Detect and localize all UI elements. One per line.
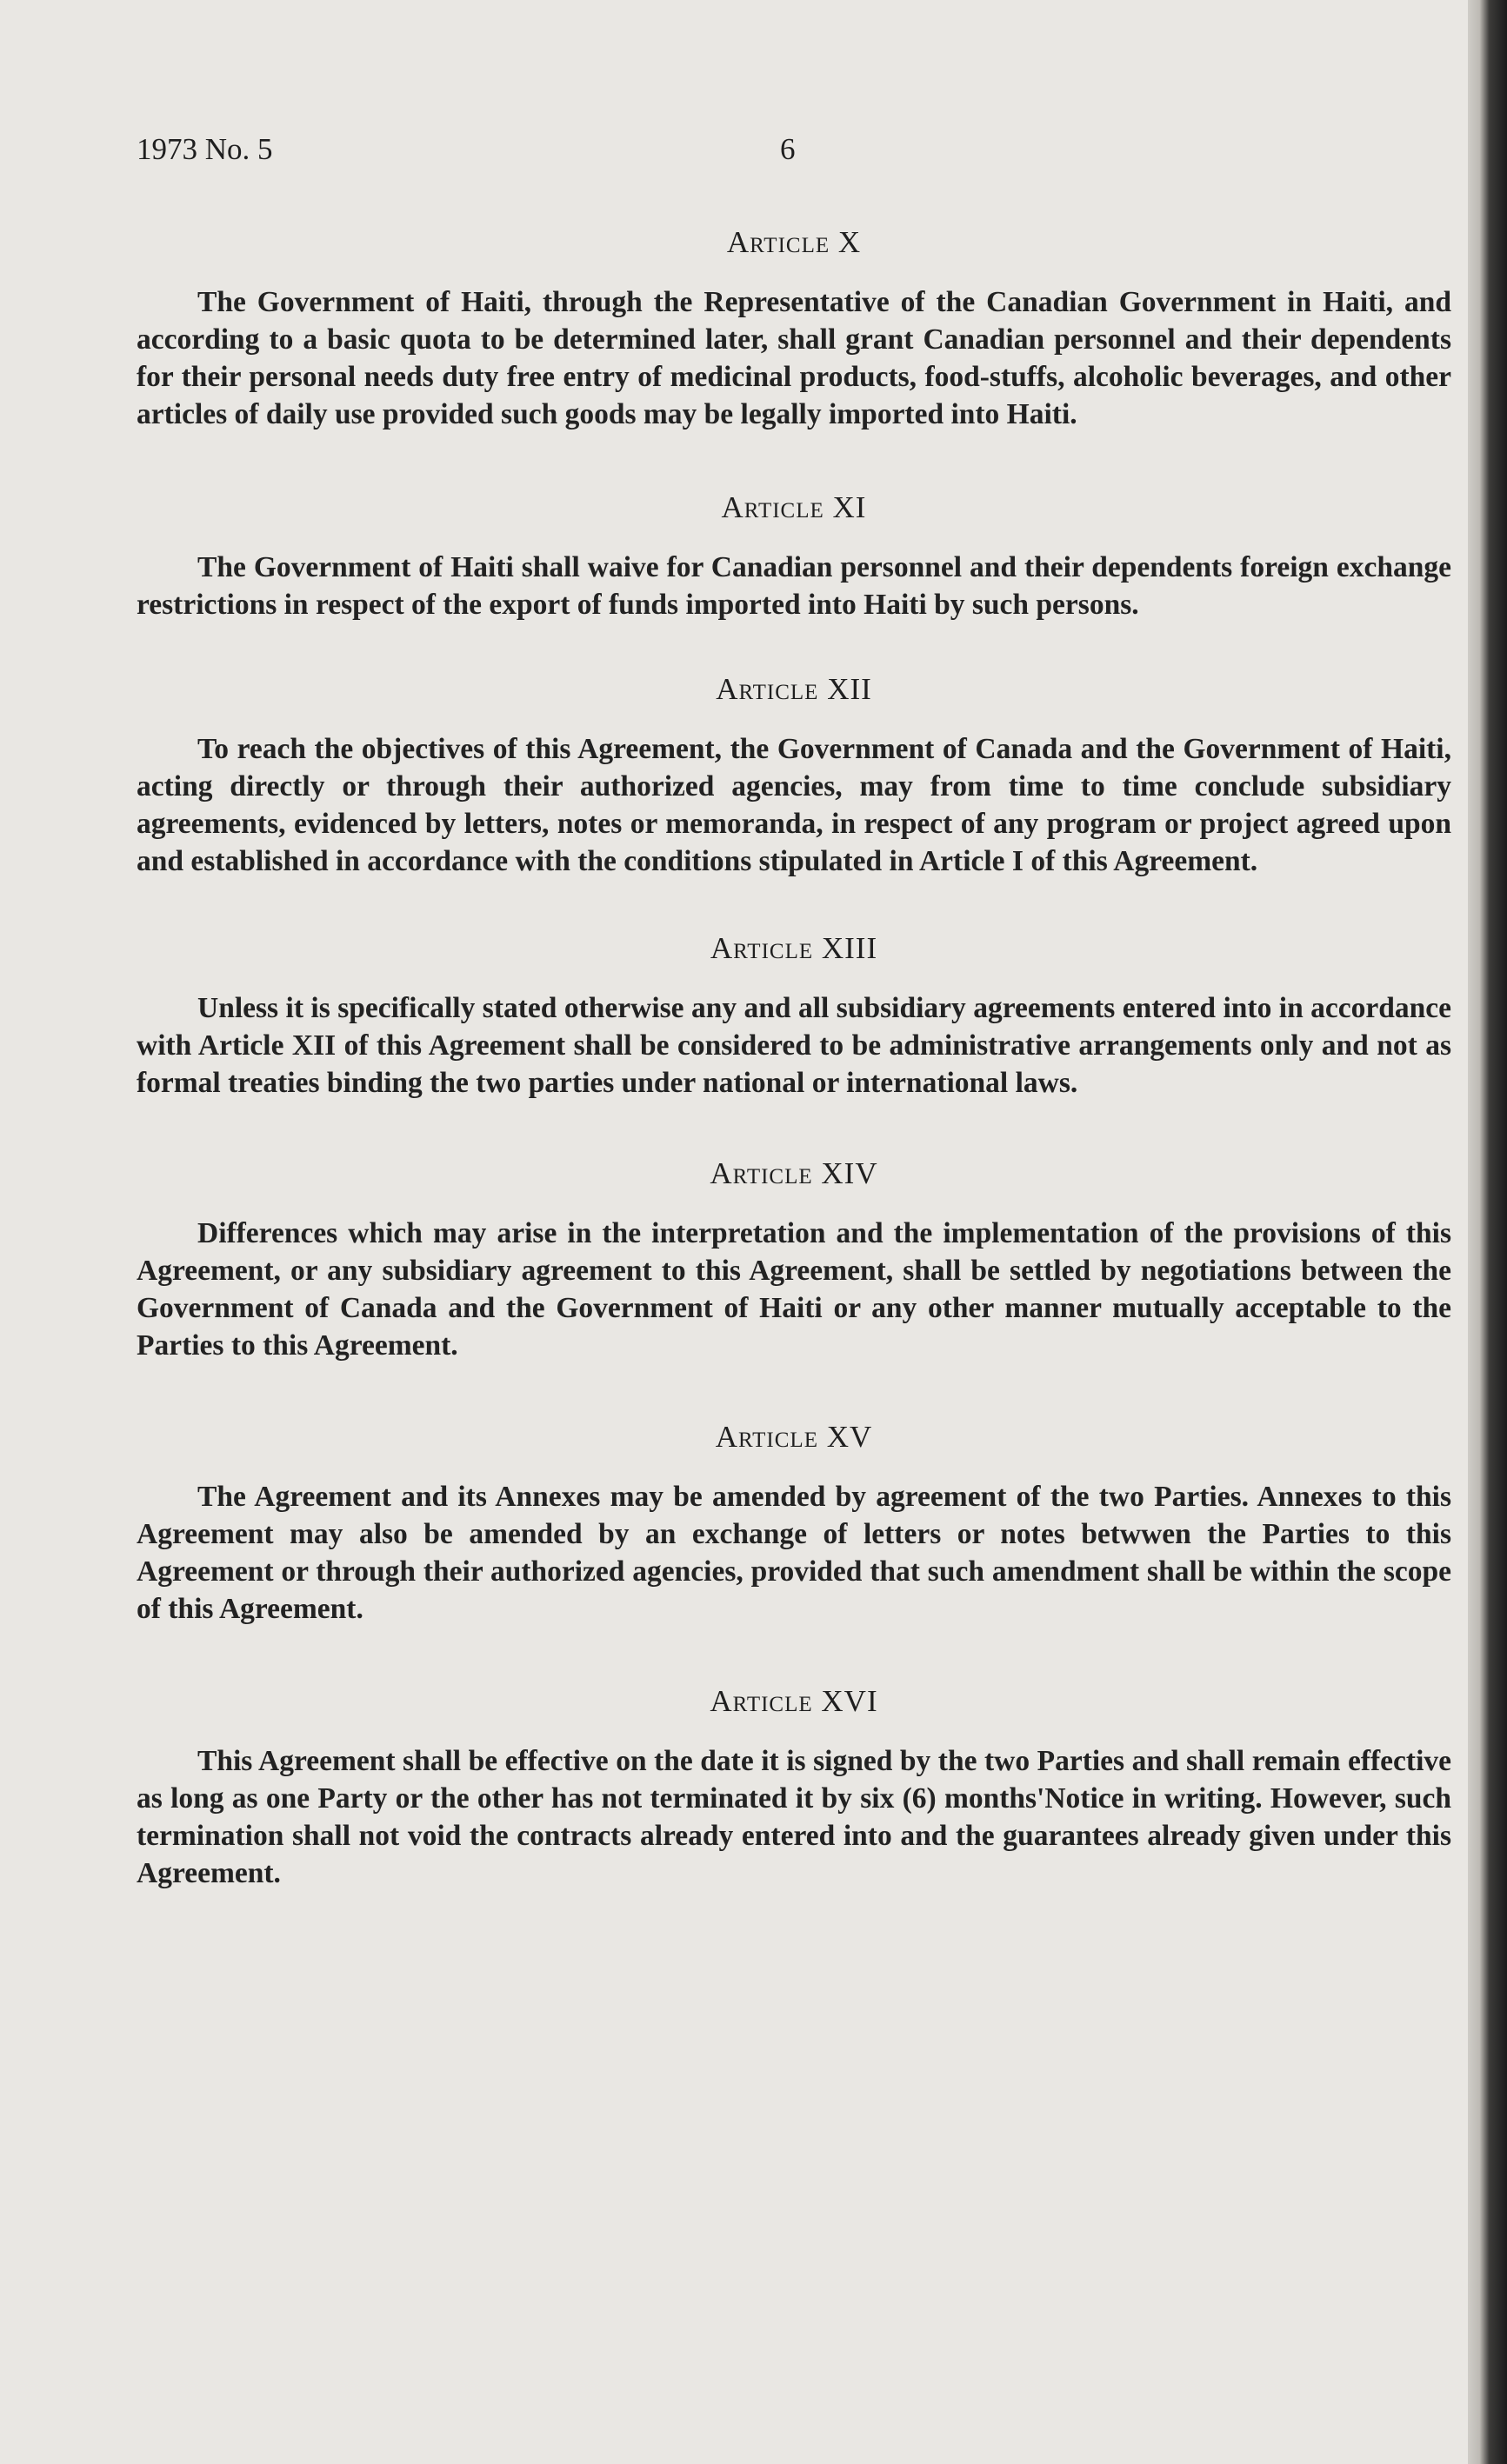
document-body (137, 224, 1451, 1892)
page-edge-shadow (1468, 0, 1507, 2464)
article-title: Article X (726, 225, 862, 259)
page-number: 6 (780, 132, 796, 166)
article-xi (137, 489, 1451, 623)
article-text: Differences which may arise in the interpretation and the implementation of the provisions of this Agreement, or any subsidiary agreement to this Agreement, shall be settled by negotiations between the Government of Canada and the Government of Haiti or any other manner mutually acceptable to the Parties to this Agreement. (137, 1217, 1451, 1362)
article-xiii (137, 930, 1451, 1102)
article-title: Article XI (721, 490, 867, 524)
article-text: To reach the objectives of this Agreement, the Government of Canada and the Government of Haiti, acting directly or through their authorized agencies, may from time to time conclude subsidiary agreements, evidenced by letters, notes or memoranda, in respect of any program or project agreed upon and established in accordance with the conditions stipulated in Article I of this Agreement. (137, 733, 1451, 877)
article-xii (137, 671, 1451, 880)
article-text: The Agreement and its Annexes may be amended by agreement of the two Parties. Annexes to this Agreement may also be amended by an exchange of letters or notes betwwen the Parties to this Agreement or through their authorized agencies, provided that such amendment shall be within the scope of this Agreement. (137, 1481, 1451, 1625)
article-text: This Agreement shall be effective on the date it is signed by the two Parties and shall remain effective as long as one Party or the other has not terminated it by six (6) months'Notice in writing. However, such termination shall not void the contracts already entered into and the guarantees already given under this Agreement. (137, 1745, 1451, 1889)
article-xvi (137, 1683, 1451, 1892)
article-text: The Government of Haiti shall waive for Canadian personnel and their dependents foreign exchange restrictions in respect of the export of funds imported into Haiti by such persons. (137, 551, 1451, 621)
article-title: Article XIII (710, 931, 878, 965)
article-x (137, 224, 1451, 433)
article-xiv (137, 1155, 1451, 1364)
article-title: Article XV (715, 1420, 873, 1454)
article-title: Article XIV (710, 1156, 878, 1190)
article-title: Article XVI (710, 1684, 878, 1718)
article-xv (137, 1419, 1451, 1628)
article-text: Unless it is specifically stated otherwise any and all subsidiary agreements entered into in accordance with Article XII of this Agreement shall be considered to be administrative arrangements only and not as formal treaties binding the two parties under national or international laws. (137, 992, 1451, 1099)
article-text: The Government of Haiti, through the Representative of the Canadian Government in Haiti, and according to a basic quota to be determined later, shall grant Canadian personnel and their dependents for their personal needs duty free entry of medicinal products, food-stuffs, alcoholic beverages, and other articles of daily use provided such goods may be legally imported into Haiti. (137, 286, 1451, 430)
year-number: 1973 No. 5 (137, 132, 273, 166)
article-title: Article XII (716, 672, 872, 706)
